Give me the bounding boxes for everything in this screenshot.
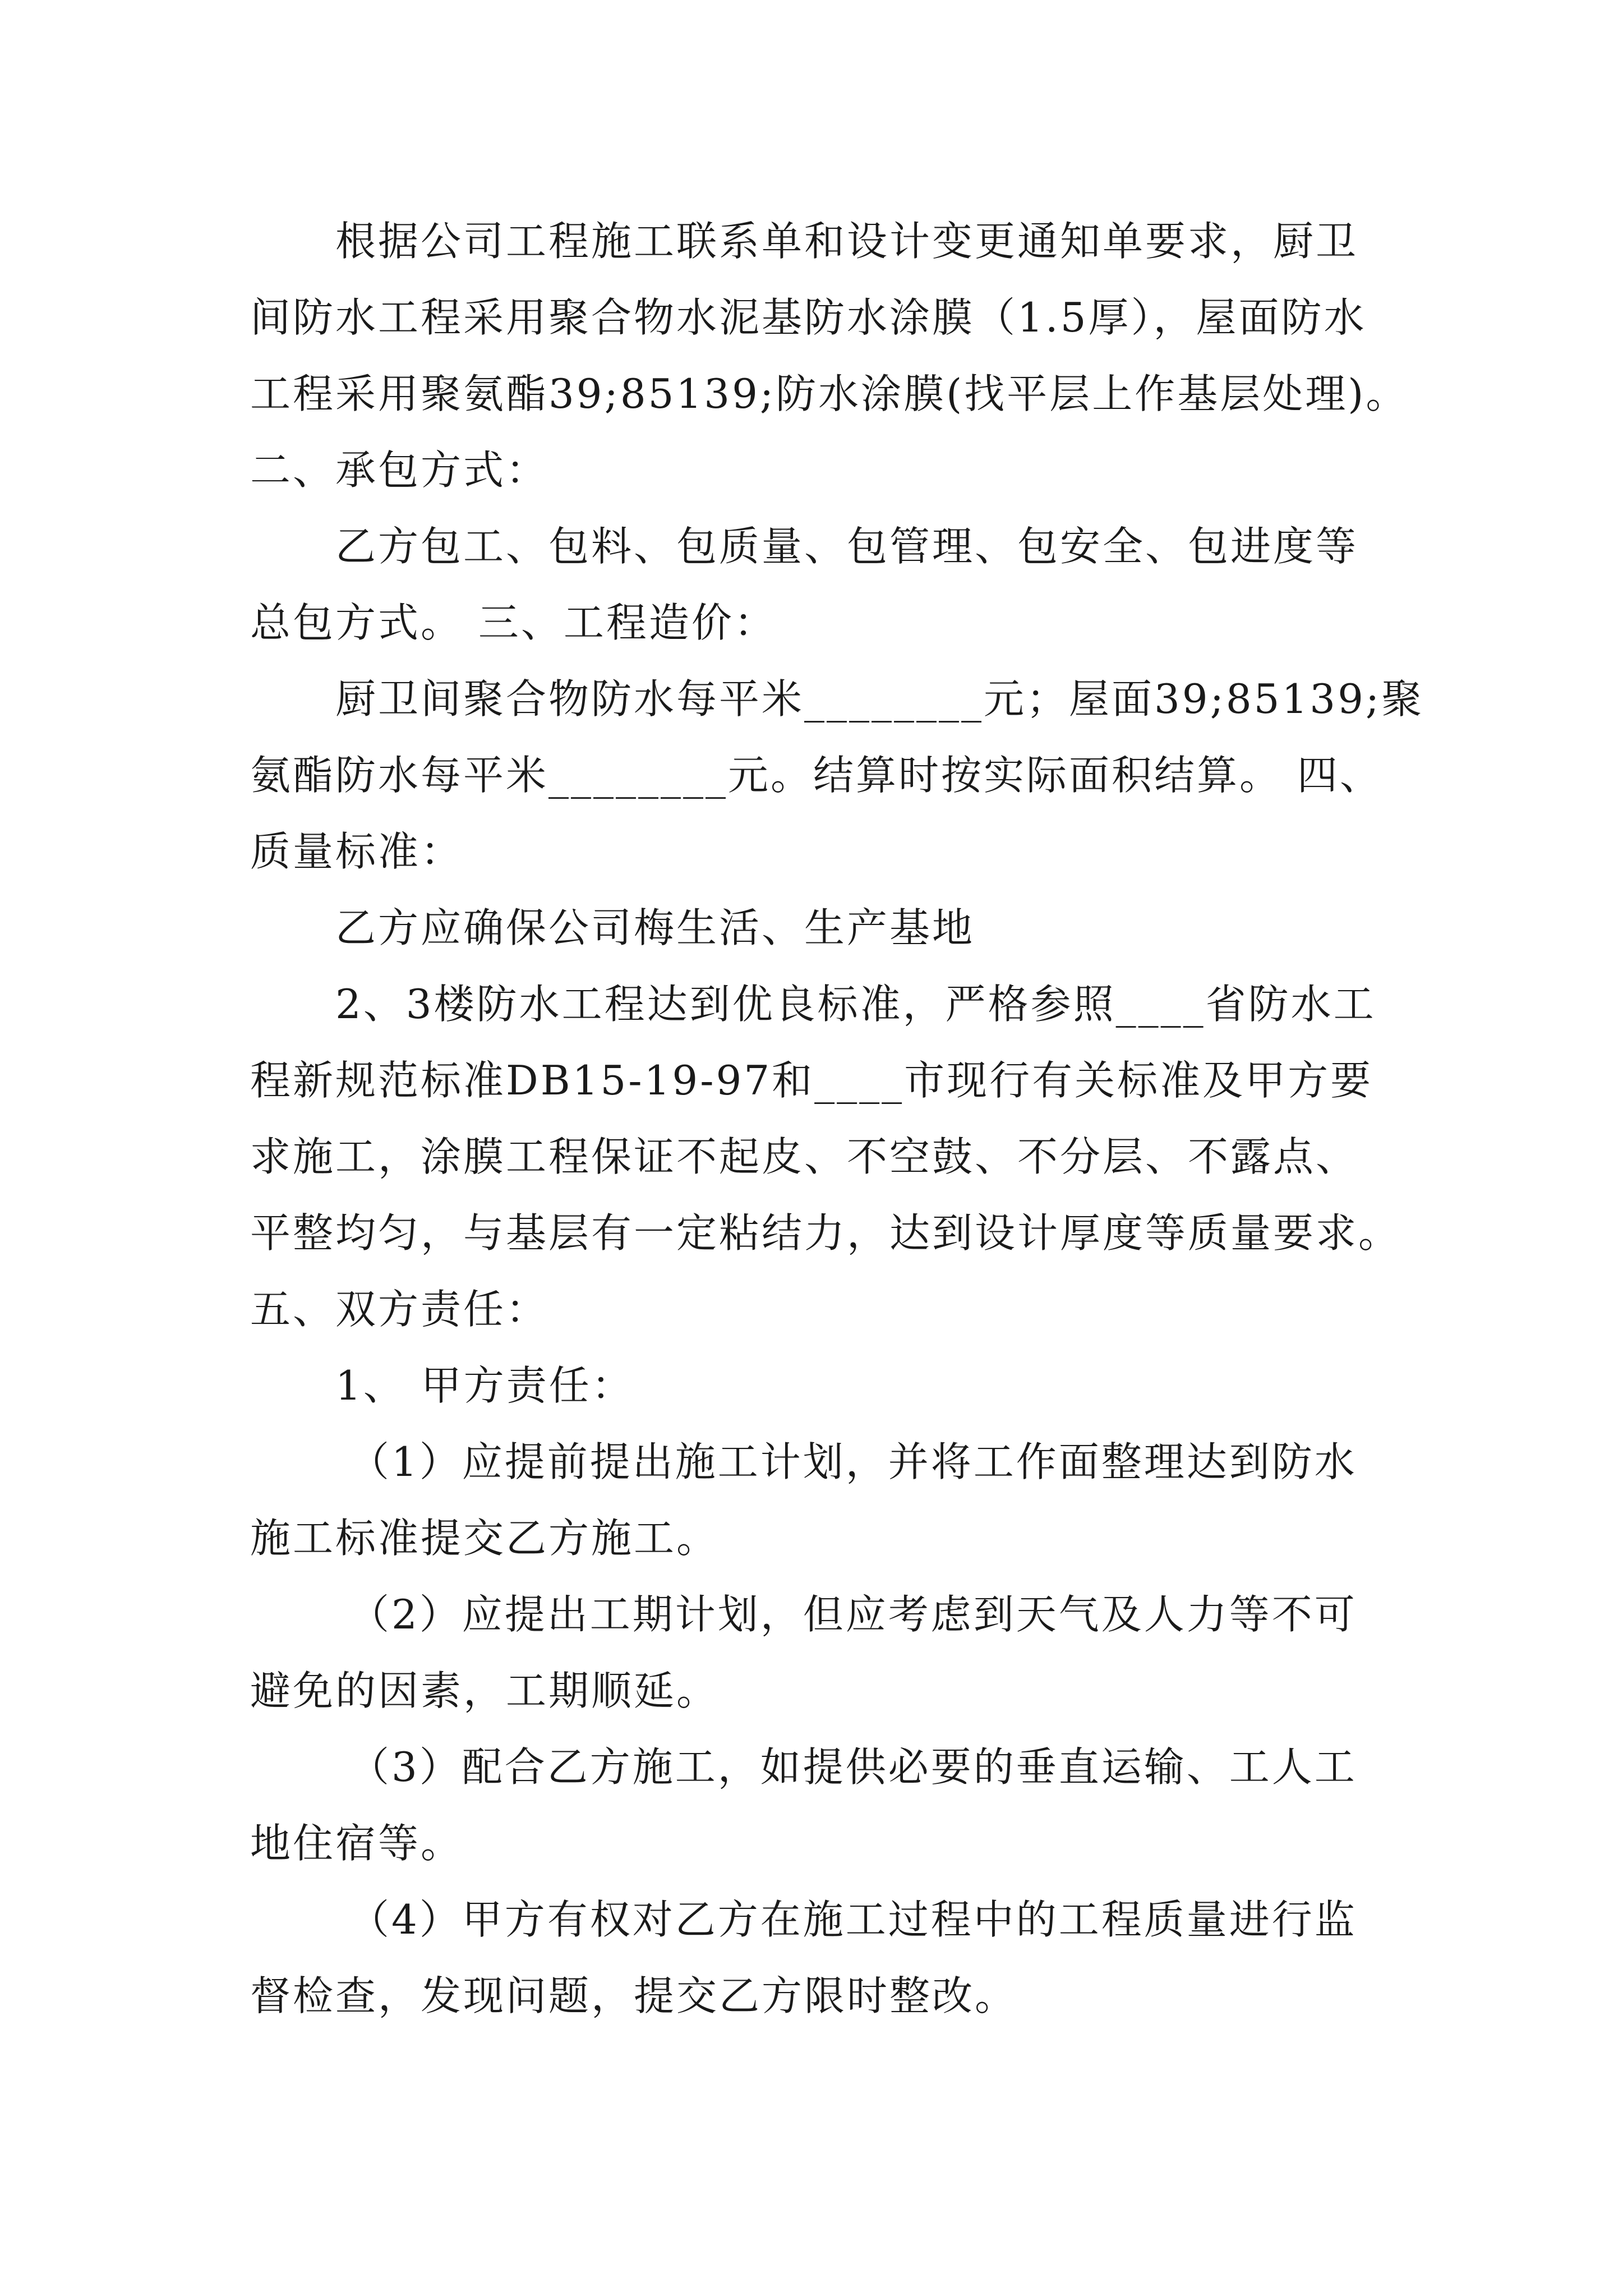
text-line: 乙方应确保公司梅生活、生产基地: [335, 904, 975, 951]
text-line: 工程采用聚氨酯39;85139;防水涂膜(找平层上作基层处理)。: [250, 370, 1409, 417]
list-item: （3）配合乙方施工，如提供必要的垂直运输、工人工: [349, 1743, 1357, 1791]
text-line: 督检查，发现问题，提交乙方限时整改。: [250, 1972, 1018, 2019]
document-body: [250, 203, 1428, 2034]
text-line: 求施工，涂膜工程保证不起皮、不空鼓、不分层、不露点、: [250, 1133, 1359, 1180]
text-line: 避免的因素，工期顺延。: [250, 1667, 720, 1714]
text-line: 程新规范标准DB15-19-97和____市现行有关标准及甲方要: [250, 1057, 1373, 1104]
list-item: （1）应提前提出施工计划，并将工作面整理达到防水: [349, 1438, 1357, 1485]
text-line: 根据公司工程施工联系单和设计变更通知单要求，厨卫: [335, 218, 1359, 265]
text-line: 乙方包工、包料、包质量、包管理、包安全、包进度等: [335, 523, 1359, 570]
text-line: 2、3楼防水工程达到优良标准，严格参照____省防水工: [335, 981, 1376, 1028]
text-line: 平整均匀，与基层有一定粘结力，达到设计厚度等质量要求。: [250, 1209, 1401, 1257]
text-line: 间防水工程采用聚合物水泥基防水涂膜（1.5厚），屋面防水: [250, 294, 1367, 341]
section-heading: 二、承包方式：: [250, 447, 549, 494]
text-line: 施工标准提交乙方施工。: [250, 1515, 720, 1562]
section-heading: 五、双方责任：: [250, 1286, 549, 1333]
text-line: 地住宿等。: [250, 1820, 464, 1867]
text-line: 厨卫间聚合物防水每平米________元；屋面39;85139;聚: [335, 675, 1424, 723]
subsection-heading: 1、 甲方责任：: [335, 1362, 634, 1409]
text-line: 总包方式。 三、工程造价：: [250, 599, 777, 646]
section-heading: 质量标准：: [250, 828, 464, 875]
list-item: （2）应提出工期计划，但应考虑到天气及人力等不可: [349, 1591, 1357, 1638]
list-item: （4）甲方有权对乙方在施工过程中的工程质量进行监: [349, 1896, 1357, 1943]
text-line: 氨酯防水每平米________元。结算时按实际面积结算。 四、: [250, 752, 1382, 799]
